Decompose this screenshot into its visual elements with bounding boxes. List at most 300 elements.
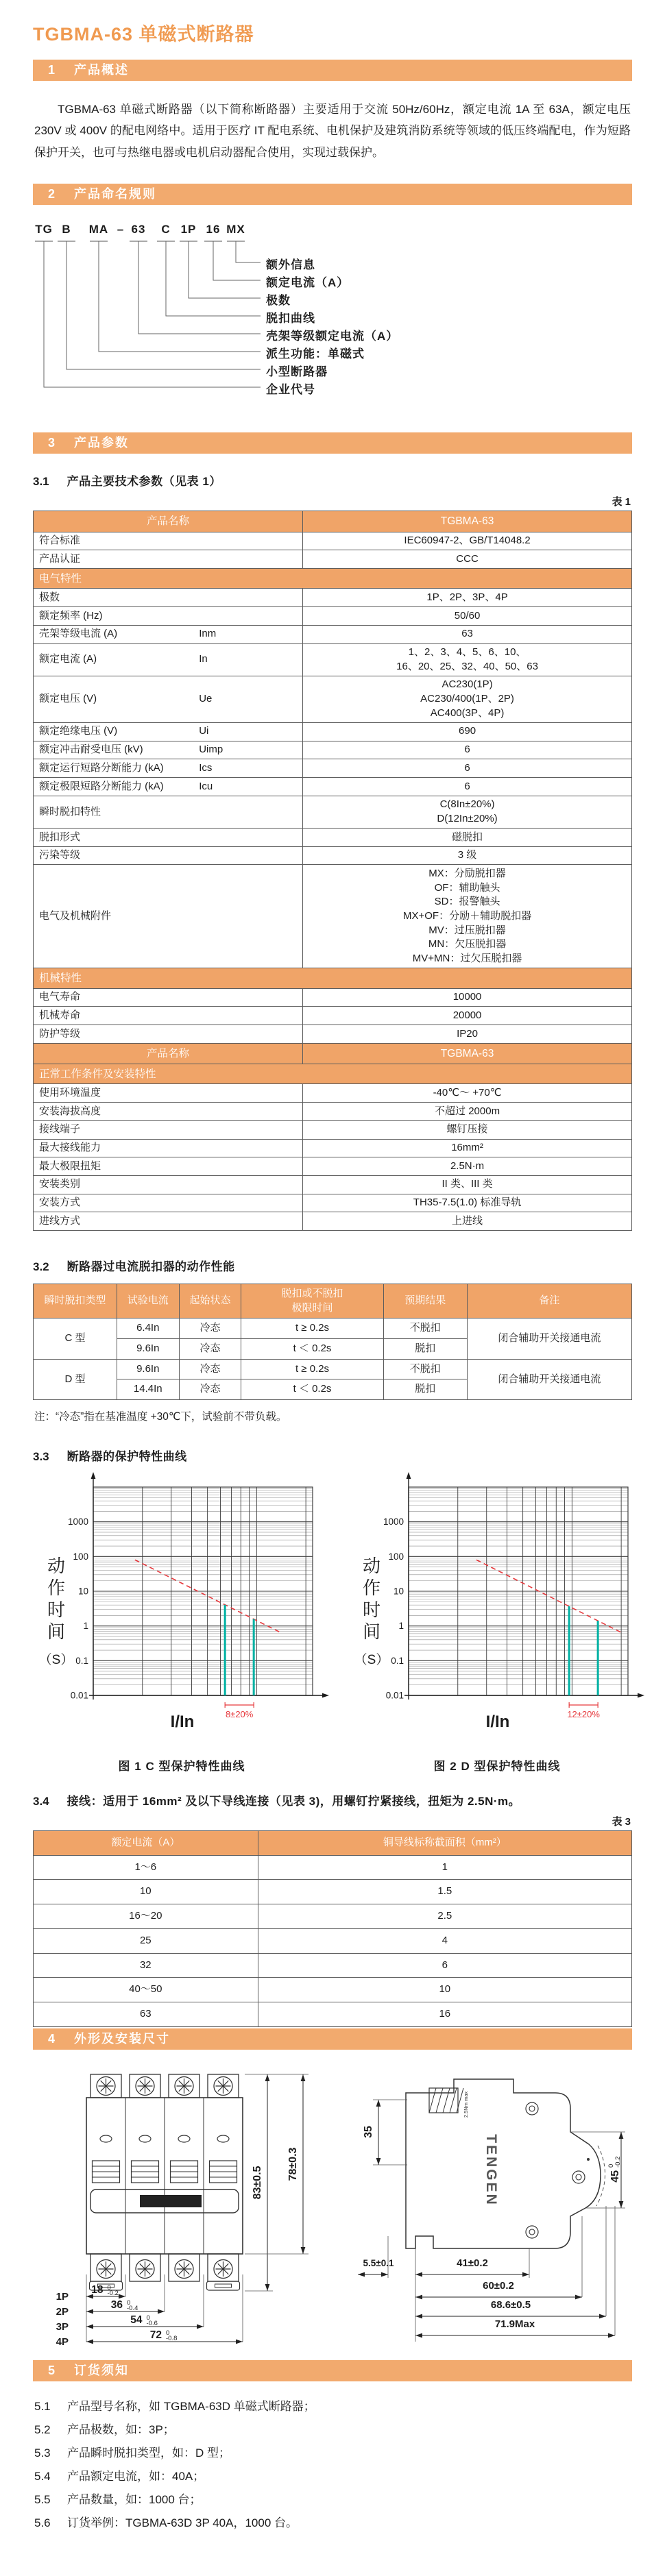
heading-number: 3.2 xyxy=(33,1260,49,1273)
heading-text: 产品主要技术参数（见表 1） xyxy=(66,475,221,489)
table-cell: 冷态 xyxy=(179,1339,241,1360)
table-row xyxy=(34,1359,632,1379)
table-header-cell: 铜导线标称截面积（mm²） xyxy=(258,1831,631,1856)
side-view-svg xyxy=(352,2069,635,2347)
spec-name-wrap xyxy=(39,761,297,776)
spec-label: 壳架等级电流 (A) xyxy=(39,628,118,640)
spec-name-cell: 瞬时脱扣特性 xyxy=(34,796,303,828)
spec-name-cell: 最大接线能力 xyxy=(34,1139,303,1157)
ordering-note-item xyxy=(34,2395,631,2418)
y-axis-title-char: 间 xyxy=(47,1621,66,1643)
y-tick-label: 1 xyxy=(83,1621,88,1632)
protection-curve-charts xyxy=(33,1469,632,1774)
wire-size-table xyxy=(33,1830,632,2027)
spec-value-cell: AC230(1P) AC230/400(1P、2P) AC400(3P、4P) xyxy=(303,676,632,722)
torque-label: 2.5Nm max xyxy=(463,2091,469,2118)
spec-symbol: Uimp xyxy=(199,744,223,756)
table-row xyxy=(34,2002,632,2026)
side-view-drawing xyxy=(352,2069,635,2351)
naming-token: TG xyxy=(35,223,53,236)
spec-value-cell: 螺钉压接 xyxy=(303,1120,632,1139)
y-tick-label: 0.01 xyxy=(385,1690,404,1701)
table-cell: 25 xyxy=(34,1928,258,1953)
table-cell: 不脱扣 xyxy=(383,1318,467,1339)
spec-value-cell: 6 xyxy=(303,741,632,759)
y-axis-title-unit: （S） xyxy=(38,1653,74,1668)
naming-branch-line xyxy=(66,241,261,369)
table-row xyxy=(34,1978,632,2002)
spec-name-cell xyxy=(34,741,303,759)
spec-name-cell: 防护等级 xyxy=(34,1025,303,1044)
heading-number: 3.1 xyxy=(33,475,49,489)
handle-grip xyxy=(140,2195,202,2207)
table-row xyxy=(34,1880,632,1904)
x-axis-title: I/In xyxy=(485,1713,510,1732)
naming-token: C xyxy=(161,223,171,236)
tolerance-top: 0 xyxy=(107,2283,111,2292)
vent-slot xyxy=(100,2135,112,2142)
spec-label: 额定冲击耐受电压 (kV) xyxy=(39,744,143,756)
spec-symbol: Ui xyxy=(199,725,209,737)
screw-outer xyxy=(526,2226,538,2238)
pole-count-label: 2P xyxy=(56,2305,69,2318)
spec-value-cell: 1P、2P、3P、4P xyxy=(303,589,632,607)
spec-name-cell: 接线端子 xyxy=(34,1120,303,1139)
spec-value-cell: -40℃～ +70℃ xyxy=(303,1084,632,1103)
table-cell: 40～50 xyxy=(34,1978,258,2002)
ordering-note-item xyxy=(34,2465,631,2488)
screw-outer xyxy=(572,2171,585,2183)
screw-inner xyxy=(529,2229,535,2235)
naming-label: 额外信息 xyxy=(266,258,315,272)
spec-label: 额定极限短路分断能力 (kA) xyxy=(39,780,164,792)
table-cell: 10 xyxy=(34,1880,258,1904)
table-row xyxy=(34,676,632,722)
ordering-note-item xyxy=(34,2442,631,2465)
y-axis-title-unit: （S） xyxy=(354,1653,389,1668)
table3-tag: 表 3 xyxy=(612,1816,631,1828)
table-header-cell: 备注 xyxy=(467,1284,631,1318)
naming-label: 脱扣曲线 xyxy=(266,312,315,326)
overview-paragraph: TGBMA-63 单磁式断路器（以下简称断路器）主要适用于交流 50Hz/60Hz，额定电流 1A 至 63A，额定电压 230V 或 400V 的配电网络中。适用于医疗 IT 配电系统、电机保护及建筑消防系统等领域的低压终端配电，作为短路保护开关，也可与热继电器或电机启动器配合使用，实现过载保护。 xyxy=(34,103,631,159)
chart-block xyxy=(348,1469,646,1774)
spec-value-cell: 20000 xyxy=(303,1007,632,1025)
spec-name-cell: 极数 xyxy=(34,589,303,607)
spec-name-cell: 安装海拔高度 xyxy=(34,1103,303,1121)
naming-token: B xyxy=(62,223,71,236)
brand-text: TENGEN xyxy=(483,2133,499,2207)
y-tick-label: 10 xyxy=(393,1586,404,1597)
y-tick-label: 1000 xyxy=(67,1517,88,1528)
spec-name-cell: 安装方式 xyxy=(34,1194,303,1212)
spec-name-wrap xyxy=(39,724,297,739)
table-cell: 2.5 xyxy=(258,1904,631,1929)
pole-width-value: 36 xyxy=(110,2298,123,2311)
y-tick-label: 0.01 xyxy=(70,1690,88,1701)
dim-35: 35 xyxy=(363,2125,374,2138)
table-cell: 1.5 xyxy=(258,1880,631,1904)
protection-curve-chart xyxy=(348,1469,646,1749)
heading-3-2 xyxy=(33,1257,632,1274)
arrowhead xyxy=(638,1693,644,1698)
vent-slot xyxy=(178,2135,190,2142)
table-row xyxy=(34,865,632,968)
table-cell: 9.6In xyxy=(117,1359,179,1379)
din-clip-foot xyxy=(207,2281,240,2290)
heading-3-4 xyxy=(33,1791,632,1808)
heading-number: 3.3 xyxy=(33,1450,49,1464)
chart-caption: 图 2 D 型保护特性曲线 xyxy=(433,1760,561,1774)
spec-name-wrap xyxy=(39,692,297,707)
naming-token: – xyxy=(117,223,125,236)
hatch-line xyxy=(450,2088,457,2113)
spec-name-cell: 安装类别 xyxy=(34,1175,303,1194)
heading-3-1 xyxy=(33,471,632,489)
table-row xyxy=(34,1904,632,1929)
section-number: 1 xyxy=(48,63,56,77)
table-row xyxy=(34,1064,632,1084)
section-title: 外形及安装尺寸 xyxy=(74,2031,170,2046)
naming-branch-line xyxy=(44,241,261,387)
spec-name-cell: 污染等级 xyxy=(34,846,303,865)
dim-41: 41±0.2 xyxy=(457,2257,488,2269)
spec-name-wrap xyxy=(39,627,297,641)
table-cell: t ＜ 0.2s xyxy=(241,1379,383,1400)
ordering-note-text: 产品极数，如：3P； xyxy=(67,2422,175,2436)
dimension-drawings xyxy=(37,2069,632,2351)
arrowhead xyxy=(619,2201,624,2208)
table-row xyxy=(34,607,632,626)
y-axis-title-char: 作 xyxy=(362,1578,381,1599)
din-clip-slot xyxy=(215,2284,232,2287)
naming-label: 企业代号 xyxy=(266,383,315,397)
spec-name-wrap xyxy=(39,743,297,757)
tolerance-bottom: -0.8 xyxy=(166,2334,178,2342)
spec-name-cell: 进线方式 xyxy=(34,1212,303,1231)
remark-cell: 闭合辅助开关接通电流 xyxy=(467,1359,631,1399)
table-cell: t ≥ 0.2s xyxy=(241,1359,383,1379)
arrowhead xyxy=(415,2314,422,2318)
spec-name-cell: 机械寿命 xyxy=(34,1007,303,1025)
tolerance-top: 0 xyxy=(127,2298,131,2307)
arrowhead xyxy=(415,2272,422,2277)
table-row xyxy=(34,1084,632,1103)
spec-label: 额定电压 (V) xyxy=(39,693,97,705)
arrowhead xyxy=(575,2294,582,2299)
ordering-note-text: 订货举例：TGBMA-63D 3P 40A，1000 台。 xyxy=(67,2516,298,2529)
table-header-row xyxy=(34,1284,632,1318)
spec-name-cell xyxy=(34,676,303,722)
table-cell: 脱扣 xyxy=(383,1339,467,1360)
spec-name-cell: 额定频率 (Hz) xyxy=(34,607,303,626)
table-cell: 14.4In xyxy=(117,1379,179,1400)
section-banner-parameters xyxy=(33,432,632,454)
table-cell: 6 xyxy=(258,1953,631,1978)
ordering-note-number: 5.2 xyxy=(34,2422,51,2436)
naming-token: 63 xyxy=(131,223,146,236)
trip-type-cell: C 型 xyxy=(34,1318,117,1359)
side-body-outline xyxy=(406,2079,601,2248)
spec-value-cell: 磁脱扣 xyxy=(303,829,632,847)
spec-value-cell: 上进线 xyxy=(303,1212,632,1231)
spec-symbol: Inm xyxy=(199,628,217,640)
tolerance-bottom: -0.6 xyxy=(146,2319,158,2327)
spec-label: 额定绝缘电压 (V) xyxy=(39,725,118,737)
naming-label: 壳架等级额定电流（A） xyxy=(266,330,399,343)
table-header-cell: 试验电流 xyxy=(117,1284,179,1318)
heading-number: 3.4 xyxy=(33,1795,49,1808)
spec-value-cell: 1、2、3、4、5、6、10、 16、20、25、32、40、50、63 xyxy=(303,643,632,676)
table-row xyxy=(34,1175,632,1194)
y-tick-label: 1 xyxy=(398,1621,404,1632)
pole-width-value: 54 xyxy=(130,2314,143,2326)
x-axis-title: I/In xyxy=(170,1713,195,1732)
spec-value-cell: IP20 xyxy=(303,1025,632,1044)
table-row xyxy=(34,643,632,676)
table-cell: 16～20 xyxy=(34,1904,258,1929)
spec-value-cell: IEC60947-2、GB/T14048.2 xyxy=(303,532,632,550)
trip-type-cell: D 型 xyxy=(34,1359,117,1399)
y-tick-label: 0.1 xyxy=(75,1655,88,1666)
ordering-note-item xyxy=(34,2488,631,2512)
naming-label: 极数 xyxy=(266,294,291,308)
protection-curve-chart xyxy=(33,1469,330,1749)
arrowhead xyxy=(322,1693,329,1698)
table-row xyxy=(34,759,632,778)
naming-token: MA xyxy=(88,223,109,236)
pivot-dot xyxy=(587,2158,590,2161)
table-row xyxy=(34,1855,632,1880)
hatch-line xyxy=(443,2088,450,2113)
naming-label: 额定电流（A） xyxy=(266,276,350,290)
spec-name-cell: 脱扣形式 xyxy=(34,829,303,847)
ordering-notes-list xyxy=(34,2395,631,2535)
table-cell: 4 xyxy=(258,1928,631,1953)
trip-curve-dashed xyxy=(476,1560,621,1632)
dim-68-6: 68.6±0.5 xyxy=(490,2298,531,2311)
arrowhead xyxy=(376,2158,381,2165)
chart-caption: 图 1 C 型保护特性曲线 xyxy=(118,1760,245,1774)
tolerance-annotation: 8±20% xyxy=(225,1709,254,1720)
table-row xyxy=(34,722,632,741)
naming-rule-diagram xyxy=(33,223,632,409)
spec-value-cell: TGBMA-63 xyxy=(303,1043,632,1064)
section-banner-naming xyxy=(33,184,632,205)
spec-name-cell: 产品名称 xyxy=(34,511,303,532)
table-row xyxy=(34,1212,632,1231)
naming-branch-line xyxy=(236,241,261,262)
arrowhead xyxy=(86,2339,93,2344)
table-row xyxy=(34,1007,632,1025)
arrowhead xyxy=(415,2333,422,2338)
table-header-cell: 预期结果 xyxy=(383,1284,467,1318)
ordering-note-number: 5.3 xyxy=(34,2446,51,2460)
y-tick-label: 10 xyxy=(77,1586,88,1597)
table-row xyxy=(34,968,632,988)
spec-value-cell: 6 xyxy=(303,759,632,778)
y-axis-title-char: 间 xyxy=(362,1621,381,1643)
spec-label: 额定电流 (A) xyxy=(39,653,97,665)
front-view-drawing xyxy=(37,2069,347,2351)
y-tick-label: 0.1 xyxy=(391,1655,404,1666)
ordering-note-item xyxy=(34,2512,631,2535)
arrowhead xyxy=(265,2074,270,2081)
naming-label: 小型断路器 xyxy=(266,365,328,379)
table-row xyxy=(34,741,632,759)
table-row xyxy=(34,1139,632,1157)
naming-branch-line xyxy=(99,241,261,352)
trip-performance-table xyxy=(33,1284,632,1400)
table-row xyxy=(34,1043,632,1064)
table-cell: 1～6 xyxy=(34,1855,258,1880)
y-tick-label: 100 xyxy=(388,1551,404,1562)
remark-cell: 闭合辅助开关接通电流 xyxy=(467,1318,631,1359)
heading-text: 断路器的保护特性曲线 xyxy=(66,1450,187,1464)
arrowhead xyxy=(415,2294,422,2299)
ordering-note-text: 产品瞬时脱扣类型，如：D 型； xyxy=(67,2446,230,2460)
table2-footnote: 注：“冷态”指在基准温度 +30℃下，试验前不带负载。 xyxy=(34,1411,287,1423)
table-cell: 9.6In xyxy=(117,1339,179,1360)
spec-value-cell: 63 xyxy=(303,625,632,643)
table-row xyxy=(34,988,632,1007)
dim-45-tol-bot: -0.2 xyxy=(614,2156,622,2168)
hatch-line xyxy=(429,2088,436,2113)
heading-text: 断路器过电流脱扣器的动作性能 xyxy=(66,1260,235,1273)
spec-value-cell: 50/60 xyxy=(303,607,632,626)
table-row xyxy=(34,846,632,865)
front-view-svg xyxy=(37,2069,347,2347)
spec-value-cell: 690 xyxy=(303,722,632,741)
naming-branch-line xyxy=(213,241,261,280)
table-cell: 32 xyxy=(34,1953,258,1978)
y-axis-title-char: 时 xyxy=(362,1599,381,1621)
vent-slot xyxy=(139,2135,151,2142)
y-axis-title-char: 作 xyxy=(47,1578,66,1599)
table1-tag: 表 1 xyxy=(612,496,631,508)
hatch-line xyxy=(436,2088,443,2113)
naming-token: MX xyxy=(226,223,245,236)
table-cell: 1 xyxy=(258,1855,631,1880)
ordering-note-number: 5.1 xyxy=(34,2399,51,2413)
table-row xyxy=(34,829,632,847)
height-dim-83: 83±0.5 xyxy=(252,2166,263,2199)
arrowhead xyxy=(358,2272,365,2277)
naming-token: 1P xyxy=(180,223,197,236)
spec-value-cell: 不超过 2000m xyxy=(303,1103,632,1121)
spec-symbol: Icu xyxy=(199,780,213,792)
spec-name-cell: 电气寿命 xyxy=(34,988,303,1007)
tolerance-top: 0 xyxy=(146,2314,150,2322)
arrowhead xyxy=(119,2294,125,2298)
table-subheader-cell: 机械特性 xyxy=(34,968,632,988)
table-row xyxy=(34,1318,632,1339)
table-row xyxy=(34,1157,632,1176)
table-cell: 冷态 xyxy=(179,1318,241,1339)
table-header-cell: 起始状态 xyxy=(179,1284,241,1318)
table-subheader-cell: 正常工作条件及安装特性 xyxy=(34,1064,632,1084)
spec-name-cell xyxy=(34,759,303,778)
table-cell: 63 xyxy=(34,2002,258,2026)
spec-value-cell: 10000 xyxy=(303,988,632,1007)
arrowhead xyxy=(301,2247,306,2254)
spec-name-cell: 电气及机械附件 xyxy=(34,865,303,968)
spec-name-wrap xyxy=(39,652,297,667)
screw-inner xyxy=(529,2106,535,2111)
table-row xyxy=(34,1928,632,1953)
spec-value-cell: 16mm² xyxy=(303,1139,632,1157)
table-row xyxy=(34,625,632,643)
table-cell: 脱扣 xyxy=(383,1379,467,1400)
table-row xyxy=(34,796,632,828)
spec-name-cell xyxy=(34,643,303,676)
table-header-cell: 额定电流（A） xyxy=(34,1831,258,1856)
section-banner-ordering xyxy=(33,2360,632,2381)
spec-label: 额定运行短路分断能力 (kA) xyxy=(39,761,164,774)
arrowhead xyxy=(301,2074,306,2081)
table-cell: 冷态 xyxy=(179,1359,241,1379)
arrowhead xyxy=(522,2272,529,2277)
pole-count-label: 4P xyxy=(56,2335,69,2347)
arrowhead xyxy=(91,1472,96,1479)
tolerance-annotation: 12±20% xyxy=(567,1709,600,1720)
dim-60: 60±0.2 xyxy=(483,2279,514,2292)
y-axis-title-char: 动 xyxy=(362,1556,381,1577)
section-banner-dimensions xyxy=(33,2028,632,2050)
table-row xyxy=(34,589,632,607)
spec-value-cell: MX：分励脱扣器 OF：辅助触头 SD：报警触头 MX+OF：分励＋辅助脱扣器 MV：过压脱扣器 MN：欠压脱扣器 MV+MN：过欠压脱扣器 xyxy=(303,865,632,968)
table-row xyxy=(34,511,632,532)
spec-name-wrap xyxy=(39,780,297,794)
section-number: 4 xyxy=(48,2031,56,2046)
table-row xyxy=(34,778,632,796)
spec-name-cell xyxy=(34,722,303,741)
spec-value-cell: TH35-7.5(1.0) 标准导轨 xyxy=(303,1194,632,1212)
spec-name-cell: 最大极限扭矩 xyxy=(34,1157,303,1176)
y-tick-label: 1000 xyxy=(383,1517,404,1528)
section-number: 3 xyxy=(48,436,56,450)
naming-label: 派生功能：单磁式 xyxy=(266,347,365,361)
table-row xyxy=(34,1953,632,1978)
table-subheader-cell: 电气特性 xyxy=(34,569,632,589)
arrowhead xyxy=(599,2314,606,2318)
spec-name-cell: 产品认证 xyxy=(34,550,303,569)
naming-branch-line xyxy=(189,241,261,298)
spec-symbol: Ue xyxy=(199,693,213,705)
table-row xyxy=(34,550,632,569)
main-spec-table xyxy=(33,511,632,1231)
table-header-cell: 瞬时脱扣类型 xyxy=(34,1284,117,1318)
spec-value-cell: TGBMA-63 xyxy=(303,511,632,532)
table-row xyxy=(34,1103,632,1121)
table-cell: 6.4In xyxy=(117,1318,179,1339)
height-dim-78: 78±0.3 xyxy=(287,2147,299,2181)
table-cell: 16 xyxy=(258,2002,631,2026)
table-cell: t ＜ 0.2s xyxy=(241,1339,383,1360)
tolerance-bottom: -0.4 xyxy=(127,2304,138,2312)
vent-slot xyxy=(217,2135,229,2142)
y-axis-title-char: 时 xyxy=(47,1599,66,1621)
pole-width-value: 72 xyxy=(149,2329,162,2341)
arrowhead xyxy=(407,1472,411,1479)
spec-value-cell: CCC xyxy=(303,550,632,569)
table-row xyxy=(34,532,632,550)
ordering-note-number: 5.6 xyxy=(34,2516,51,2529)
screw-inner xyxy=(576,2174,581,2180)
spec-name-cell: 使用环境温度 xyxy=(34,1084,303,1103)
ordering-note-number: 5.5 xyxy=(34,2492,51,2506)
table-row xyxy=(34,1194,632,1212)
naming-branch-line xyxy=(138,241,261,334)
